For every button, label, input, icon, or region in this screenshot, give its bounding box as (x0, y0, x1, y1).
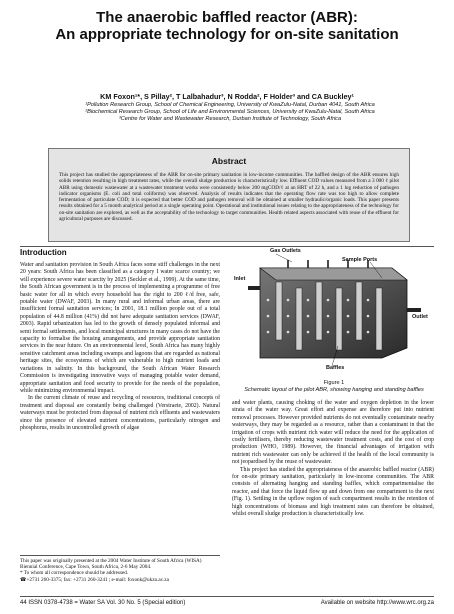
abr-schematic (232, 250, 436, 375)
footnote-line-3: ☎+2731 260-3375; fax: +2731 260-3241 ; e-mail: foxonk@ukzn.ac.za (20, 576, 169, 583)
outlet-pipe (407, 308, 421, 312)
title-line-1: The anaerobic baffled reactor (ABR): (96, 9, 358, 26)
label-sample-ports: Sample Ports (342, 257, 378, 263)
label-baffles: Baffles (326, 365, 345, 371)
affiliation-3: ³Centre for Water and Wastewater Research, Durban Institute of Technology, South Africa (118, 116, 342, 122)
affiliations (40, 102, 420, 123)
right-paragraph-1: and water plants, causing choking of the water and oxygen depletion in the lower strata of the water way. Great effort and expense are therefore put into nutrient removal processes. However provided nutrients do not eventually contaminate nearby waterways, they may be regarded as a resource, rather than a contaminant in that the irrigation of crops with nutrient rich water will reduce the need for the application of costly fertilisers, thereby reducing wastewater treatment costs, and the cost of crop production (WHO, 1989). However, the financial advantages of irrigation with nutrient rich wastewater can only be achieved if the health of the local community is not jeopardised by the reuse of wastewater. (232, 400, 434, 466)
figure-caption-text: Schematic layout of the pilot ABR, showing hanging and standing baffles (244, 386, 424, 393)
figure-1 (232, 250, 436, 375)
left-column (20, 262, 220, 432)
baffle (296, 288, 302, 350)
footnote-line-1: This paper was originally presented at the 2004 Water Institute of South Africa (WISA) Biennial Conference, Cape Town, South Africa, 2-6 May 2004. (20, 558, 202, 571)
baffle (336, 288, 342, 350)
intro-paragraph-1: Water and sanitation provision in South Africa faces some stiff challenges in the next 20 years: South Africa has been classified as a category I water scarce country; we will experience severe water scarcity by 2025 (Seckler et al., 1999). At the same time, the South African government is in the process of implementing a programme of free basic water for all in which every household has the right to 200 ℓ/d free, safe, potable water (DWAF, 2003). In many rural and informal urban areas, there are insufficient formal sanitation services; In 2001, 18.1 million people out of a total population of 44.8 million (41%) did not have adequate sanitation services (DWAF, 2003). Rapid urbanization has led to the growth of densely populated informal and semi formal settlements, and local municipal structures in many cases do not have the capacity to formalise the housing arrangements, and provide appropriate sanitation services in the near future. On an environmental level, South Africa has many highly sensitive catchment areas including swamps and lagoons that are regarded as national heritage sites, the ecosystems of which are vulnerable to high nutrient loads and variations in salinity. In this background, the South African Water Research Commission is investigating innovative ways of managing potable water demand, appropriate sanitation and food security to provide for the needs of the population, while minimizing environmental impact. (20, 262, 220, 394)
title-line-2: An appropriate technology for on-site sanitation (55, 26, 399, 43)
footer-journal: 44 ISSN 0378-4738 = Water SA Vol. 30 No. 5 (Special edition) (20, 600, 186, 606)
abstract-box (48, 148, 410, 242)
footnote-block (20, 555, 220, 583)
right-paragraph-2: This project has studied the appropriateness of the anaerobic baffled reactor (ABR) for on-site primary sanitation, particularly in low-income communities. The ABR consists of alternating hanging and standing baffles, which compartmentalise the reactor, and that force the liquid flow up and down from one compartment to the next (Fig. 1). Settling in the upflow region of each compartment results in the retention of high concentrations of biomass and high treatment rates can therefore be obtained, whilst overall sludge production is characteristically low. (232, 466, 434, 518)
right-column (232, 400, 434, 519)
paper-title (0, 9, 454, 43)
footer-website: Available on website http://www.wrc.org.za (320, 600, 434, 606)
footer-rule (20, 596, 434, 597)
affiliation-2: ²Biochemical Research Group, School of Life and Environmental Sciences, University of KwaZulu-Natal, South Africa (85, 109, 375, 115)
label-outlet: Outlet (412, 314, 428, 320)
baffle (276, 282, 282, 340)
section-divider (20, 246, 434, 247)
baffle (316, 282, 322, 340)
footnote-rule (20, 555, 220, 556)
baffle (356, 282, 362, 340)
introduction-heading: Introduction (20, 248, 67, 257)
figure-caption-title: Figure 1 (323, 380, 345, 386)
baffle (376, 288, 382, 350)
abstract-heading: Abstract (211, 156, 247, 166)
figure-caption (232, 380, 436, 394)
intro-paragraph-2: In the current climate of reuse and recycling of resources, traditional concepts of treatment and disposal are constantly being challenged (Verstraete, 2002). Natural waterways must be protected from disposal of nutrient rich effluents and wastewaters since the presence of elevated nutrient concentrations, particularly nitrogen and phosphorus, results in uncontrolled growth of algae (20, 395, 220, 431)
affiliation-1: ¹Pollution Research Group, School of Chemical Engineering, University of KwaZulu-Natal, Durban 4041, South Africa (85, 102, 375, 108)
footnote-line-2: * To whom all correspondence should be addressed. (20, 570, 129, 577)
reactor-top (260, 268, 407, 280)
label-gas-outlets: Gas Outlets (270, 248, 301, 254)
abstract-text: This project has studied the appropriateness of the ABR for on-site primary sanitation in low-income communities. The baffled design of the ABR ensures high solids retention resulting in high treatment rates, while the overall sludge production is characteristically low. Effluent COD values measured from a 3 000 ℓ pilot ABR using domestic wastewater at a wastewater treatment works were consistently below 200 mgCOD/ℓ at an HRT of 22 h, and a 1 log reduction of pathogen indicator organisms (E. coli and total coliforms) was observed. Analysis of results indicates that the operating flow rate was too high to allow complete fermentation of particulate COD; it is expected that better COD and pathogen removal will be obtained at smaller hydraulic/organic loads. This paper presents results obtained for a 5 month analytical period at a single operating point. Operational and institutional issues relating to the appropriateness of the technology for on-site sanitation are explored, as well as the acceptability of the technology to target communities. Health related aspects associated with reuse of the effluent for agricultural purposes are discussed. (59, 172, 399, 223)
inlet-pipe (248, 286, 260, 290)
authors: KM Foxon¹*, S Pillay², T Lalbahadur³, N Rodda², F Holder³ and CA Buckley¹ (100, 92, 354, 101)
label-inlet: Inlet (234, 276, 246, 282)
